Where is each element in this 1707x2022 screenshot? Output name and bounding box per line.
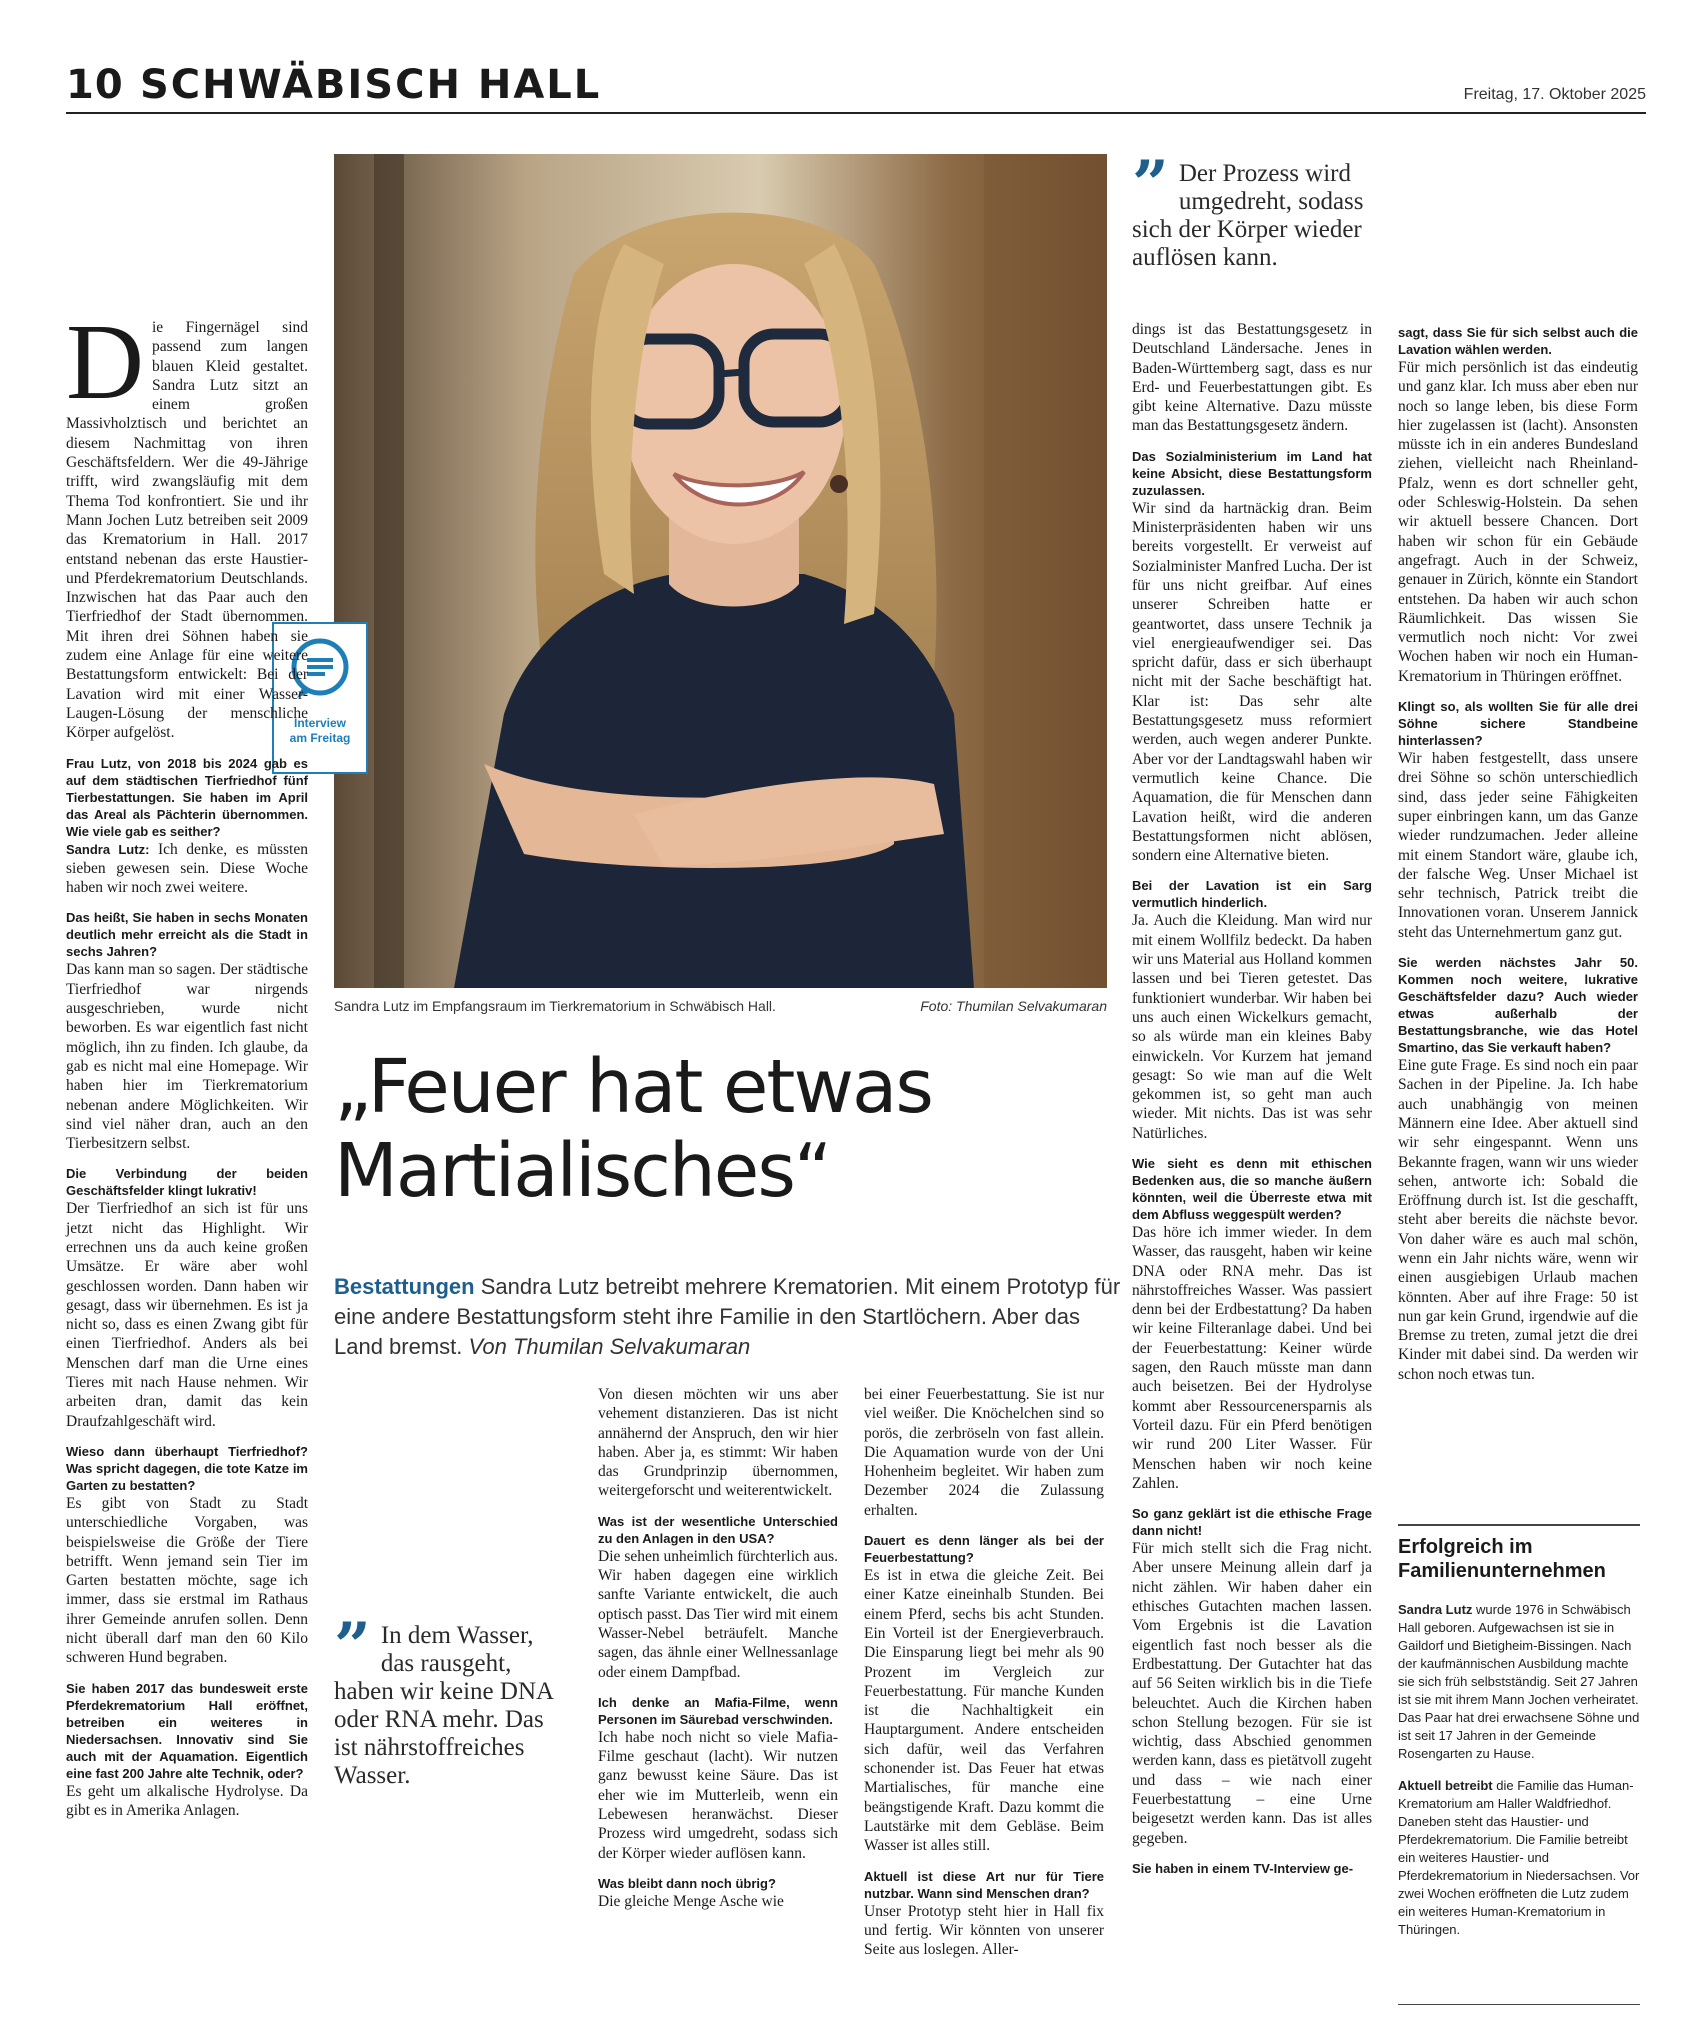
question: Das heißt, Sie haben in sechs Monaten deutlich mehr erreicht als die Stadt in sechs Jahren? xyxy=(66,910,308,960)
infobox-paragraph: Aktuell betreibt die Familie das Human-Krematorium am Haller Waldfriedhof. Daneben steht das Haustier- und Pferdekrematorium. Die Familie betreibt ein weiteres Haustier- und Pferdekrematorium in Niedersachsen. Vor zwei Wochen eröffneten die Lutz zudem ein weiteres Human-Krematorium in Thüringen. xyxy=(1398,1778,1640,1937)
question: Was ist der wesentliche Unterschied zu den Anlagen in den USA? xyxy=(598,1513,838,1546)
article-deck xyxy=(334,1272,1124,1362)
question: So ganz geklärt ist die ethische Frage dann nicht! xyxy=(1132,1506,1372,1539)
answer: Der Tierfriedhof an sich ist für uns jetzt nicht das Highlight. Wir errechnen uns da auch keine großen Umsätze. Er wäre aber wohl geschlossen worden. Dann haben wir gesagt, dass wir übernehmen. Es ist ja nicht so, dass es einen Zwang gibt für einen Tierfriedhof. Anders als bei Menschen darf man die Urne eines Tieres mit nach Hause nehmen. Wir arbeiten dran, damit das kein Draufzahlgeschäft wird. xyxy=(66,1200,308,1430)
infobox-rule-bottom xyxy=(1398,2004,1640,2005)
quote-mark-icon: ” xyxy=(334,1609,371,1684)
question: Dauert es denn länger als bei der Feuerbestattung? xyxy=(864,1533,1104,1566)
answer: Wir haben festgestellt, dass unsere drei Söhne so schön unterschiedlich sind, dass jeder seine Fähigkeiten super einbringen kann, um das Ganze wieder rundzumachen. Jeder alleine mit einem Standort wäre, glaube ich, der falsche Weg. Unser Michael ist sehr technisch, Patrick treibt die Innovationen voran. Unserem Jannick steht das Unternehmertum ganz gut. xyxy=(1398,750,1638,941)
article-column-5 xyxy=(1398,320,1638,1396)
section-title: SCHWÄBISCH HALL xyxy=(140,62,602,108)
pullquote-top xyxy=(1132,147,1382,272)
deck-text: Sandra Lutz betreibt mehrere Krematorien. Mit einem Prototyp für eine andere Bestattungsform steht ihre Familie in den Startlöchern. Aber das Land bremst. xyxy=(334,1274,1121,1359)
pullquote-middle-text: In dem Wasser, das rausgeht, haben wir keine DNA oder RNA mehr. Das ist nährstoffreiches Wasser. xyxy=(334,1622,553,1789)
question: Sie haben 2017 das bundesweit erste Pferdekrematorium Hall eröffnet, betreiben ein weiteres in Niedersachsen. Innovativ sind Sie auch mit der Aquamation. Eigentlich eine fast 200 Jahre alte Technik, oder? xyxy=(66,1680,308,1781)
headline xyxy=(334,1045,1114,1213)
caption-text: Sandra Lutz im Empfangsraum im Tierkrematorium in Schwäbisch Hall. xyxy=(334,998,776,1014)
badge-line1: Interview xyxy=(293,716,347,730)
question: sagt, dass Sie für sich selbst auch die Lavation wählen werden. xyxy=(1398,325,1638,357)
answer: Von diesen möchten wir uns aber vehement distanzieren. Das ist nicht annähernd der Anspruch, den wir hier haben. Aber ja, es stimmt: Wir haben das Grundprinzip übernommen, weitergeforscht und weiterentwickelt. xyxy=(598,1386,838,1500)
headline-line2: Martialisches“ xyxy=(334,1128,831,1214)
answer: Die sehen unheimlich fürchterlich aus. Wir haben dagegen eine wirklich sanfte Variante entwickelt, die auch optisch passt. Das Tier wird mit einem Wasser-Nebel beträufelt. Manche sagen, das ähnle einer Wellnessanlage oder einem Dampfbad. xyxy=(598,1547,838,1681)
article-column-4 xyxy=(1132,320,1372,1877)
infobox-rule-top xyxy=(1398,1524,1640,1526)
header-rule xyxy=(66,112,1646,114)
answer: Ja. Auch die Kleidung. Man wird nur mit einem Wollfilz bedeckt. Da haben wir uns Material aus Holland kommen lassen und bei Tieren getestet. Das funktioniert wunderbar. Wir haben bei uns auch einen Wickelkurs gemacht, so als würde man ein kleines Baby einwickeln. Vor Kurzem hat jemand gesagt: So wie man auf die Welt gekommen ist, so geht man auch wieder. Mit nichts. Das ist was sehr Natürliches. xyxy=(1132,912,1372,1142)
question: Ich denke an Mafia-Filme, wenn Personen im Säurebad verschwinden. xyxy=(598,1694,838,1727)
infobox xyxy=(1398,1535,1640,1953)
portrait-illustration xyxy=(334,154,1107,988)
answer: Das kann man so sagen. Der städtische Tierfriedhof war nirgends ausgeschrieben, wurde nicht beworben. Es war eigentlich fast nicht möglich, ihn zu finden. Ich glaube, da gab es nicht mal eine Homepage. Wir haben hier im Tierkrematorium nebenan andere Möglichkeiten. Wir sind viel näher dran, auch an den Tierbesitzern selbst. xyxy=(66,961,308,1153)
question: Bei der Lavation ist ein Sarg vermutlich hinderlich. xyxy=(1132,878,1372,911)
question: Die Verbindung der beiden Geschäftsfelder klingt lukrativ! xyxy=(66,1166,308,1199)
portrait-photo xyxy=(334,154,1107,988)
answer: Wir sind da hartnäckig dran. Beim Ministerpräsidenten haben wir uns bereits vorgestellt. Er verweist auf Sozialminister Manfred Lucha. Der ist für uns nicht greifbar. Auf eines unserer Schreiben hatte er geantwortet, dass unsere Technik ja viel energieaufwendiger sei. Das spricht dafür, dass er sich überhaupt nicht mit der Sache beschäftigt hat. Klar ist: Das sehr alte Bestattungsgesetz muss reformiert werden, auch wegen anderer Punkte. Aber vor der Landtagswahl haben wir vermutlich keine Chance. Die Aquamation, die für Menschen dann Lavation heißt, wird die anderen Bestattungsformen nicht ablösen, sondern eine Alternative bieten. xyxy=(1132,499,1372,865)
answer: Für mich persönlich ist das eindeutig und ganz klar. Ich muss aber eben nur noch so lange leben, bis diese Form hier zugelassen ist (lacht). Ansonsten müsste ich in ein anderes Bundesland ziehen, vielleicht nach Rheinland-Pfalz, wenn es dort schneller geht, oder Schleswig-Holstein. Da sehen wir aktuell bessere Chancen. Dort haben wir schon für ein Gebäude angefragt. Auch in der Schweiz, genauer in Zürich, könnte ein Standort entstehen. Da haben wir auch schon Räumlichkeit. Das wissen Sie vermutlich noch nicht: Vor zwei Wochen haben wir noch ein Human-Krematorium in Thüringen eröffnet. xyxy=(1398,359,1638,685)
drop-cap: D xyxy=(66,303,144,422)
photo-caption xyxy=(334,998,1107,1014)
answer: Eine gute Frage. Es sind noch ein paar Sachen in der Pipeline. Ja. Ich habe auch unabhängig von meinen Männern eine Idee. Aber aktuell sind wir sehr eingespannt. Wenn uns Bekannte fragen, wann wir uns wieder sehen, antworte ich: Sobald die Eröffnung durch ist. Ist die geschafft, steht aber bereits die nächste bevor. Von daher wäre es auch mal schön, wenn ein Jahr nichts wäre, wenn wir einen ausgiebigen Urlaub machen könnten. Aber auf ihre Frage: 50 ist nun gar kein Grund, irgendwie auf die Bremse zu treten, zumal jetzt die drei Kinder mit dabei sind. Da werden wir schon noch etwas tun. xyxy=(1398,1057,1638,1383)
pullquote-top-text: Der Prozess wird umgedreht, sodass sich der Körper wieder auflösen kann. xyxy=(1132,160,1364,271)
question: Klingt so, als wollten Sie für alle drei Söhne sichere Standbeine hinterlassen? xyxy=(1398,699,1638,749)
deck-byline: Von Thumilan Selvakumaran xyxy=(468,1334,751,1359)
infobox-body xyxy=(1398,1601,1640,1939)
question: Sie werden nächstes Jahr 50. Kommen noch weitere, lukrative Geschäftsfelder dazu? Auch wieder etwas außerhalb der Bestattungsbranche, wie das Hotel Smartino, das Sie verkauft haben? xyxy=(1398,955,1638,1056)
page-number: 10 xyxy=(66,62,124,108)
question: Wieso dann überhaupt Tierfriedhof? Was spricht dagegen, die tote Katze im Garten zu bestatten? xyxy=(66,1443,308,1493)
answer: Für mich stellt sich die Frag nicht. Aber unsere Meinung allein darf ja nicht zählen. Wir haben daher ein ethisches Gutachten machen lassen. Vom Ergebnis ist die Lavation eigentlich fast noch besser als die Erdbestattung. Der Gutachter hat das auf 56 Seiten wirklich bis in die Tiefe beleuchtet. Auch die Kirchen haben schon Stellung bezogen. Für sie ist wichtig, dass Abschied genommen werden kann, dass es pietätvoll zugeht und dass – wie nach einer Feuerbestattung – eine Urne beigesetzt werden kann. Das ist alles gegeben. xyxy=(1132,1540,1372,1847)
quote-mark-icon: ” xyxy=(1132,147,1169,222)
question: Aktuell ist diese Art nur für Tiere nutzbar. Wann sind Menschen dran? xyxy=(864,1868,1104,1901)
badge-line2: am Freitag xyxy=(289,731,351,745)
photo-credit: Foto: Thumilan Selvakumaran xyxy=(920,998,1107,1014)
infobox-paragraph: Sandra Lutz wurde 1976 in Schwäbisch Hall geboren. Aufgewachsen ist sie in Gaildorf und Bietigheim-Bissingen. Nach der kaufmännischen Ausbildung machte sie sich früh selbstständig. Seit 27 Jahren ist sie mit ihrem Mann Jochen verheiratet. Das Paar hat drei erwachsene Söhne und ist seit 17 Jahren in der Gemeinde Rosengarten zu Hause. xyxy=(1398,1602,1640,1761)
article-column-2 xyxy=(598,1385,838,1923)
intro-paragraph: Die Fingernägel sind passend zum langen blauen Kleid gestaltet. Sandra Lutz sitzt an einem großen Massivholztisch und berichtet an diesem Nachmittag von ihren Geschäftsfeldern. Wer die 49-Jährige trifft, wird zwangsläufig mit dem Thema Tod konfrontiert. Sie und ihr Mann Jochen Lutz betreiben seit 2009 das Krematorium in Hall. 2017 entstand nebenan das erste Haustier- und Pferdekrematorium Deutschlands. Inzwischen hat das Paar auch den Tierfriedhof der Stadt übernommen. Mit ihren drei Söhnen haben sie zudem eine Anlage für eine weitere Bestattungsform entwickelt: Bei der Lavation wird mit einer Wasser-Laugen-Lösung der menschliche Körper aufgelöst. xyxy=(66,303,308,742)
infobox-title: Erfolgreich im Familienunternehmen xyxy=(1398,1536,1606,1582)
answer: Sandra Lutz: Ich denke, es müssten sieben gewesen sein. Diese Woche haben wir noch zwei weitere. xyxy=(66,840,308,897)
article-column-1 xyxy=(66,303,308,1832)
answer: Es geht um alkalische Hydrolyse. Da gibt es in Amerika Anlagen. xyxy=(66,1782,308,1819)
question: Sie haben in einem TV-Interview ge- xyxy=(1132,1860,1354,1876)
question: Frau Lutz, von 2018 bis 2024 gab es auf dem städtischen Tierfriedhof fünf Tierbestattungen. Sie haben im April das Areal als Pächterin übernommen. Wie viele gab es seither? xyxy=(66,755,308,839)
answer: Es gibt von Stadt zu Stadt unterschiedliche Vorgaben, was beispielsweise die Größe der Tiere betrifft. Wenn jemand sein Tier im Garten bestatten möchte, sage ich immer, dass sie erstmal im Rathaus ihrer Gemeinde anrufen sollen. Denn nicht überall darf man den 60 Kilo schweren Hund begraben. xyxy=(66,1494,308,1667)
answer: Die gleiche Menge Asche wie xyxy=(598,1892,784,1910)
headline-line1: „Feuer hat etwas xyxy=(334,1044,932,1130)
question: Wie sieht es denn mit ethischen Bedenken aus, die so manche äußern könnten, weil die Überreste etwa mit dem Abfluss weggespült werden? xyxy=(1132,1155,1372,1222)
pullquote-middle xyxy=(334,1609,564,1790)
question: Das Sozialministerium im Land hat keine Absicht, diese Bestattungsform zuzulassen. xyxy=(1132,448,1372,498)
question: Was bleibt dann noch übrig? xyxy=(598,1875,776,1891)
answer: Das höre ich immer wieder. In dem Wasser, das rausgeht, haben wir keine DNA oder RNA mehr. Das ist nährstoffreiches Wasser. Was passiert denn bei der Erdbestattung? Da haben wir keine Filteranlage dabei. Und bei der Feuerbestattung: Keiner würde sagen, den Rauch müsste man dann auch beisetzen. Bei der Hydrolyse kommt aber Ressourcenersparnis als Vorteil dazu. Für ein Pferd benötigen wir rund 200 Liter Wasser. Für Menschen haben wir noch keine Zahlen. xyxy=(1132,1223,1372,1492)
answer: Unser Prototyp steht hier in Hall fix und fertig. Wir könnten von unserer Seite aus loslegen. Aller- xyxy=(864,1902,1104,1959)
issue-date: Freitag, 17. Oktober 2025 xyxy=(1463,86,1646,103)
answer: bei einer Feuerbestattung. Sie ist nur viel weißer. Die Knöchelchen sind so porös, die zerbröseln von fast allein. Die Aquamation wurde von der Uni Hohenheim begleitet. Wir haben zum Dezember 2024 die Zulassung erhalten. xyxy=(864,1386,1104,1519)
deck-kicker: Bestattungen xyxy=(334,1274,475,1299)
answer: Ich habe noch nicht so viele Mafia-Filme geschaut (lacht). Wir nutzen ganz bewusst keine Säure. Das ist eher wie im Mutterleib, wenn ein Lebewesen heranwächst. Dieser Prozess wird umgedreht, sodass sich der Körper wieder auflösen kann. xyxy=(598,1728,838,1862)
answer: dings ist das Bestattungsgesetz in Deutschland Ländersache. Jenes in Baden-Württemberg sagt, dass es nur Erd- und Feuerbestattungen gibt. Es gibt keine Alternative. Dazu müsste man das Bestattungsgesetz ändern. xyxy=(1132,321,1372,435)
answer: Es ist in etwa die gleiche Zeit. Bei einer Katze eineinhalb Stunden. Bei einem Pferd, sechs bis acht Stunden. Ein Vorteil ist der Energieverbrauch. Die Einsparung liegt bei mehr als 90 Prozent im Vergleich zur Feuerbestattung. Für manche Kunden ist die Nachhaltigkeit ein Hauptargument. Andere entscheiden sich dafür, weil das Verfahren schonender ist. Das Feuer hat etwas Martialisches, für manche eine beängstigende Kraft. Dazu kommt die Lautstärke mit dem Gebläse. Beim Wasser ist alles still. xyxy=(864,1567,1104,1855)
article-column-3 xyxy=(864,1385,1104,1971)
